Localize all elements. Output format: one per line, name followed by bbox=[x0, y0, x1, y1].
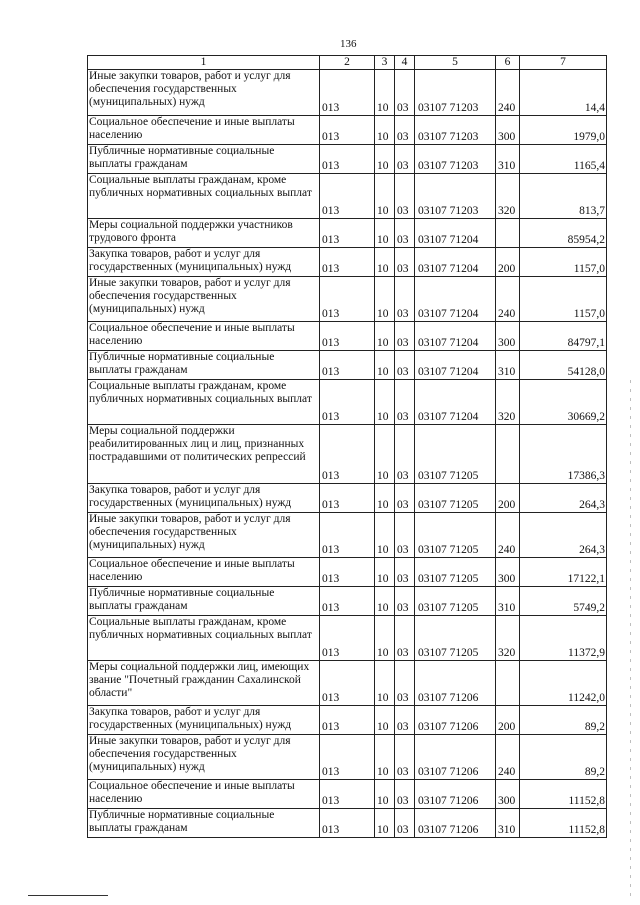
table-row bbox=[88, 616, 607, 661]
row-code-admin: 013 bbox=[320, 587, 375, 616]
row-expense-type: 320 bbox=[496, 380, 520, 425]
row-target-article: 03107 71204 bbox=[415, 219, 496, 248]
table-row bbox=[88, 351, 607, 380]
header-cell-3: 3 bbox=[375, 56, 395, 70]
row-section: 10 bbox=[375, 706, 395, 735]
row-code-admin: 013 bbox=[320, 351, 375, 380]
table-row bbox=[88, 70, 607, 116]
row-section: 10 bbox=[375, 116, 395, 145]
row-amount: 11372,9 bbox=[520, 616, 607, 661]
row-amount: 813,7 bbox=[520, 174, 607, 219]
row-amount: 11152,8 bbox=[520, 809, 607, 838]
row-expense-type: 240 bbox=[496, 70, 520, 116]
row-name: Иные закупки товаров, работ и услуг для обеспечения государственных (муниципальных) нужд bbox=[88, 513, 320, 558]
row-subsection: 03 bbox=[395, 322, 415, 351]
row-name: Социальные выплаты гражданам, кроме публичных нормативных социальных выплат bbox=[88, 616, 320, 661]
row-code-admin: 013 bbox=[320, 809, 375, 838]
table-row bbox=[88, 145, 607, 174]
header-cell-5: 5 bbox=[415, 56, 496, 70]
row-amount: 14,4 bbox=[520, 70, 607, 116]
row-amount: 17386,3 bbox=[520, 425, 607, 484]
row-name: Социальное обеспечение и иные выплаты населению bbox=[88, 116, 320, 145]
row-target-article: 03107 71206 bbox=[415, 735, 496, 780]
row-code-admin: 013 bbox=[320, 174, 375, 219]
row-subsection: 03 bbox=[395, 661, 415, 706]
row-subsection: 03 bbox=[395, 380, 415, 425]
row-subsection: 03 bbox=[395, 425, 415, 484]
row-name: Социальное обеспечение и иные выплаты населению bbox=[88, 780, 320, 809]
row-subsection: 03 bbox=[395, 735, 415, 780]
table-row bbox=[88, 587, 607, 616]
row-amount: 1157,0 bbox=[520, 277, 607, 322]
row-code-admin: 013 bbox=[320, 380, 375, 425]
table-row bbox=[88, 248, 607, 277]
row-section: 10 bbox=[375, 277, 395, 322]
row-name: Социальные выплаты гражданам, кроме публичных нормативных социальных выплат bbox=[88, 174, 320, 219]
row-expense-type: 200 bbox=[496, 706, 520, 735]
row-name: Социальное обеспечение и иные выплаты населению bbox=[88, 322, 320, 351]
page-number: 136 bbox=[340, 38, 357, 50]
scan-edge-mark bbox=[630, 380, 631, 900]
row-amount: 5749,2 bbox=[520, 587, 607, 616]
table-body bbox=[88, 56, 607, 838]
row-amount: 84797,1 bbox=[520, 322, 607, 351]
row-name: Иные закупки товаров, работ и услуг для обеспечения государственных (муниципальных) нужд bbox=[88, 277, 320, 322]
row-amount: 30669,2 bbox=[520, 380, 607, 425]
row-expense-type: 320 bbox=[496, 174, 520, 219]
table-row bbox=[88, 558, 607, 587]
row-expense-type: 240 bbox=[496, 513, 520, 558]
row-amount: 1157,0 bbox=[520, 248, 607, 277]
row-subsection: 03 bbox=[395, 351, 415, 380]
row-section: 10 bbox=[375, 145, 395, 174]
row-name: Иные закупки товаров, работ и услуг для обеспечения государственных (муниципальных) нужд bbox=[88, 735, 320, 780]
row-target-article: 03107 71203 bbox=[415, 145, 496, 174]
row-code-admin: 013 bbox=[320, 616, 375, 661]
table-row bbox=[88, 513, 607, 558]
row-target-article: 03107 71205 bbox=[415, 616, 496, 661]
row-target-article: 03107 71206 bbox=[415, 706, 496, 735]
row-expense-type: 310 bbox=[496, 351, 520, 380]
row-target-article: 03107 71203 bbox=[415, 174, 496, 219]
table-row bbox=[88, 484, 607, 513]
row-expense-type: 200 bbox=[496, 484, 520, 513]
header-cell-1: 1 bbox=[88, 56, 320, 70]
row-amount: 1165,4 bbox=[520, 145, 607, 174]
row-target-article: 03107 71206 bbox=[415, 661, 496, 706]
row-name: Публичные нормативные социальные выплаты гражданам bbox=[88, 351, 320, 380]
row-name: Закупка товаров, работ и услуг для государственных (муниципальных) нужд bbox=[88, 484, 320, 513]
row-expense-type bbox=[496, 425, 520, 484]
row-code-admin: 013 bbox=[320, 248, 375, 277]
budget-table bbox=[87, 55, 607, 838]
row-target-article: 03107 71204 bbox=[415, 380, 496, 425]
row-subsection: 03 bbox=[395, 219, 415, 248]
row-expense-type: 300 bbox=[496, 116, 520, 145]
row-amount: 89,2 bbox=[520, 735, 607, 780]
table-row bbox=[88, 735, 607, 780]
row-subsection: 03 bbox=[395, 116, 415, 145]
row-section: 10 bbox=[375, 616, 395, 661]
row-subsection: 03 bbox=[395, 616, 415, 661]
row-amount: 11242,0 bbox=[520, 661, 607, 706]
row-code-admin: 013 bbox=[320, 661, 375, 706]
row-name: Закупка товаров, работ и услуг для государственных (муниципальных) нужд bbox=[88, 706, 320, 735]
row-target-article: 03107 71205 bbox=[415, 425, 496, 484]
row-expense-type: 310 bbox=[496, 145, 520, 174]
row-subsection: 03 bbox=[395, 484, 415, 513]
row-code-admin: 013 bbox=[320, 277, 375, 322]
row-code-admin: 013 bbox=[320, 513, 375, 558]
row-expense-type: 300 bbox=[496, 780, 520, 809]
row-subsection: 03 bbox=[395, 558, 415, 587]
row-code-admin: 013 bbox=[320, 145, 375, 174]
table-row bbox=[88, 380, 607, 425]
table-row bbox=[88, 277, 607, 322]
row-section: 10 bbox=[375, 70, 395, 116]
table-row bbox=[88, 809, 607, 838]
row-code-admin: 013 bbox=[320, 116, 375, 145]
row-section: 10 bbox=[375, 484, 395, 513]
row-expense-type: 240 bbox=[496, 277, 520, 322]
header-cell-6: 6 bbox=[496, 56, 520, 70]
row-code-admin: 013 bbox=[320, 558, 375, 587]
row-name: Публичные нормативные социальные выплаты гражданам bbox=[88, 587, 320, 616]
row-name: Закупка товаров, работ и услуг для государственных (муниципальных) нужд bbox=[88, 248, 320, 277]
row-expense-type: 310 bbox=[496, 587, 520, 616]
row-section: 10 bbox=[375, 219, 395, 248]
row-section: 10 bbox=[375, 248, 395, 277]
row-target-article: 03107 71204 bbox=[415, 351, 496, 380]
row-subsection: 03 bbox=[395, 587, 415, 616]
row-amount: 54128,0 bbox=[520, 351, 607, 380]
row-subsection: 03 bbox=[395, 780, 415, 809]
row-expense-type: 200 bbox=[496, 248, 520, 277]
row-target-article: 03107 71205 bbox=[415, 558, 496, 587]
row-subsection: 03 bbox=[395, 706, 415, 735]
row-subsection: 03 bbox=[395, 70, 415, 116]
header-cell-7: 7 bbox=[520, 56, 607, 70]
header-cell-4: 4 bbox=[395, 56, 415, 70]
row-section: 10 bbox=[375, 735, 395, 780]
row-target-article: 03107 71203 bbox=[415, 116, 496, 145]
header-cell-2: 2 bbox=[320, 56, 375, 70]
row-name: Публичные нормативные социальные выплаты гражданам bbox=[88, 809, 320, 838]
row-code-admin: 013 bbox=[320, 219, 375, 248]
footer-line bbox=[28, 895, 108, 896]
row-section: 10 bbox=[375, 661, 395, 706]
row-expense-type: 240 bbox=[496, 735, 520, 780]
row-section: 10 bbox=[375, 513, 395, 558]
row-name: Меры социальной поддержки участников трудового фронта bbox=[88, 219, 320, 248]
row-section: 10 bbox=[375, 322, 395, 351]
row-subsection: 03 bbox=[395, 513, 415, 558]
row-expense-type: 300 bbox=[496, 322, 520, 351]
row-code-admin: 013 bbox=[320, 706, 375, 735]
row-name: Иные закупки товаров, работ и услуг для обеспечения государственных (муниципальных) нужд bbox=[88, 70, 320, 116]
row-section: 10 bbox=[375, 587, 395, 616]
row-target-article: 03107 71205 bbox=[415, 513, 496, 558]
table-row bbox=[88, 661, 607, 706]
row-code-admin: 013 bbox=[320, 425, 375, 484]
row-amount: 11152,8 bbox=[520, 780, 607, 809]
table-row bbox=[88, 174, 607, 219]
row-code-admin: 013 bbox=[320, 484, 375, 513]
row-target-article: 03107 71205 bbox=[415, 587, 496, 616]
table-row bbox=[88, 322, 607, 351]
table-row bbox=[88, 780, 607, 809]
row-amount: 85954,2 bbox=[520, 219, 607, 248]
row-target-article: 03107 71204 bbox=[415, 322, 496, 351]
table-row bbox=[88, 116, 607, 145]
row-target-article: 03107 71206 bbox=[415, 809, 496, 838]
row-name: Публичные нормативные социальные выплаты гражданам bbox=[88, 145, 320, 174]
row-subsection: 03 bbox=[395, 277, 415, 322]
row-expense-type: 300 bbox=[496, 558, 520, 587]
row-expense-type: 310 bbox=[496, 809, 520, 838]
row-section: 10 bbox=[375, 809, 395, 838]
row-code-admin: 013 bbox=[320, 70, 375, 116]
table-row bbox=[88, 706, 607, 735]
row-subsection: 03 bbox=[395, 248, 415, 277]
row-section: 10 bbox=[375, 174, 395, 219]
header-row bbox=[88, 56, 607, 70]
row-section: 10 bbox=[375, 351, 395, 380]
row-subsection: 03 bbox=[395, 145, 415, 174]
row-name: Социальное обеспечение и иные выплаты населению bbox=[88, 558, 320, 587]
table-row bbox=[88, 219, 607, 248]
row-code-admin: 013 bbox=[320, 735, 375, 780]
row-code-admin: 013 bbox=[320, 780, 375, 809]
row-name: Социальные выплаты гражданам, кроме публичных нормативных социальных выплат bbox=[88, 380, 320, 425]
row-section: 10 bbox=[375, 380, 395, 425]
row-name: Меры социальной поддержки реабилитированных лиц и лиц, признанных пострадавшими от политических репрессий bbox=[88, 425, 320, 484]
row-target-article: 03107 71206 bbox=[415, 780, 496, 809]
row-expense-type bbox=[496, 219, 520, 248]
row-amount: 264,3 bbox=[520, 513, 607, 558]
row-expense-type: 320 bbox=[496, 616, 520, 661]
row-expense-type bbox=[496, 661, 520, 706]
row-amount: 264,3 bbox=[520, 484, 607, 513]
row-code-admin: 013 bbox=[320, 322, 375, 351]
row-target-article: 03107 71203 bbox=[415, 70, 496, 116]
row-name: Меры социальной поддержки лиц, имеющих звание "Почетный гражданин Сахалинской области" bbox=[88, 661, 320, 706]
row-target-article: 03107 71205 bbox=[415, 484, 496, 513]
row-target-article: 03107 71204 bbox=[415, 248, 496, 277]
row-amount: 1979,0 bbox=[520, 116, 607, 145]
row-target-article: 03107 71204 bbox=[415, 277, 496, 322]
row-subsection: 03 bbox=[395, 174, 415, 219]
row-section: 10 bbox=[375, 780, 395, 809]
row-amount: 89,2 bbox=[520, 706, 607, 735]
row-amount: 17122,1 bbox=[520, 558, 607, 587]
table-row bbox=[88, 425, 607, 484]
row-section: 10 bbox=[375, 425, 395, 484]
row-subsection: 03 bbox=[395, 809, 415, 838]
row-section: 10 bbox=[375, 558, 395, 587]
